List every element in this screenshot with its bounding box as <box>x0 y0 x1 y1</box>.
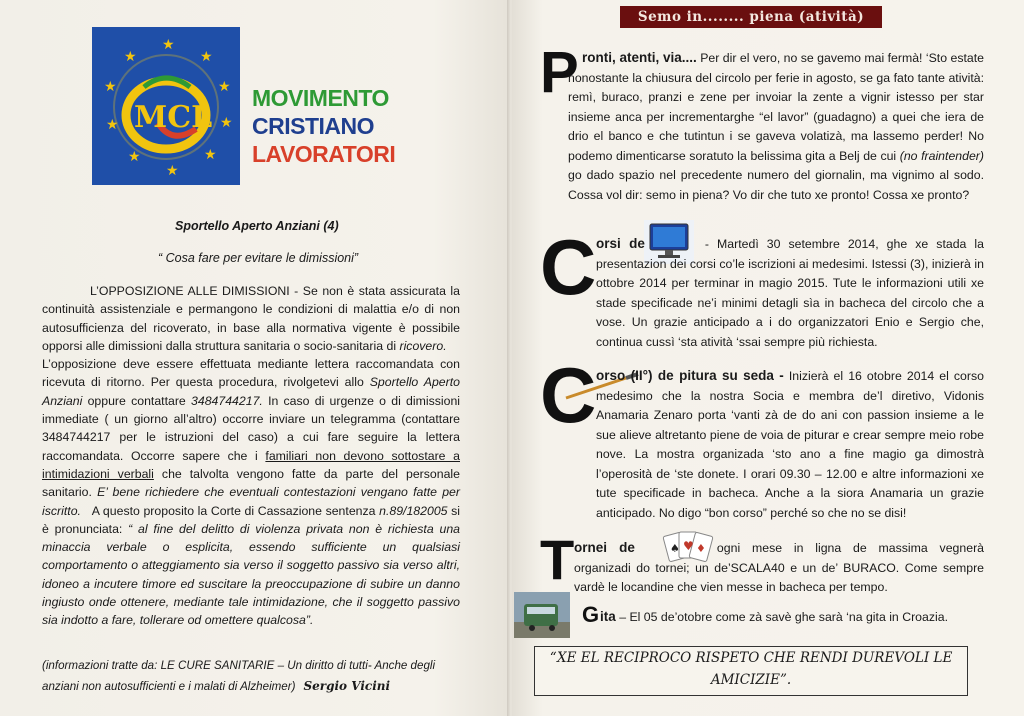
svg-text:MCL: MCL <box>134 100 213 135</box>
logo-wordmark <box>252 84 395 168</box>
p2-italic4: n.89/182005 <box>379 503 448 518</box>
p2a: L’opposizione deve essere effettuata mediante lettera raccomandata con ricevuta di ritorno. Per questa procedura, rivolgetevi allo <box>42 357 460 390</box>
section-gita <box>600 607 980 628</box>
dropcap-c2: C <box>540 351 597 439</box>
left-page <box>0 0 510 716</box>
s2-text: - Martedì 30 setembre 2014, ghe xe stada la presentazion dei corsi co’le iscrizioni ai medesimi. Istessi (3), inizierà in ottobre 2014 per terminar in magio 2015. Tute le informazioni utili xe stade specificade ne’i minimi detagli sìa in bacheca del circolo che a vose. Un grazie anticipado a i do organizzatori Enio e Sergio che, continua cussì ‘sta atività ‘ssai sempre più richiesta. <box>596 237 984 349</box>
section-corsi <box>596 234 984 352</box>
svg-text:♥: ♥ <box>683 539 694 553</box>
p2e: A questo proposito la Corte di Cassazione sentenza <box>91 503 376 518</box>
svg-text:★: ★ <box>162 37 175 53</box>
logo-line-3: LAVORATORI <box>252 141 396 167</box>
s1-italic: (no fraintender) <box>899 148 984 163</box>
signature: Sergio Vicini <box>303 679 391 693</box>
dropcap-c1: C <box>540 223 597 311</box>
source-text: (informazioni tratte da: LE CURE SANITARIE – Un diritto di tutti- Anche degli anziani non autosufficienti e i malati di Alzheimer) <box>42 659 436 693</box>
paragraph-2 <box>42 355 460 629</box>
closing-quote: “XE EL RECIPROCO RISPETO CHE RENDI DUREVOLI LE AMICIZIE”. <box>534 646 968 696</box>
svg-text:★: ★ <box>106 117 119 133</box>
section-pronti <box>568 48 984 205</box>
section-tornei <box>574 538 984 598</box>
p2-underline: familiari non devono sottostare a intimidazioni verbali <box>42 448 460 481</box>
s5-text: – El 05 de’otobre come zà savè ghe sarà ‘na gita in Croazia. <box>619 610 948 624</box>
s3-lead: orso (II°) de pitura su seda - <box>596 368 784 383</box>
svg-text:★: ★ <box>220 115 233 131</box>
p1-text: L’OPPOSIZIONE ALLE DIMISSIONI - Se non è stata assicurata la continuità assistenziale e permangono le condizioni di malattia e/o di non autosufficienza del ricoverato, in base alla normativa vigente è possibile opporsi alle dimissioni dalla struttura sanitaria o socio-sanitaria di <box>42 284 460 353</box>
svg-text:♠: ♠ <box>670 542 680 555</box>
dropcap-g: G <box>582 602 600 627</box>
article-body <box>42 282 460 630</box>
logo-line-1: MOVIMENTO <box>252 85 389 111</box>
logo-line-2: CRISTIANO <box>252 113 374 139</box>
p2b: oppure contattare <box>87 393 186 408</box>
dropcap-p: P <box>540 40 579 105</box>
right-page <box>512 0 1024 716</box>
svg-text:★: ★ <box>124 49 137 65</box>
s5-lead: ita <box>600 609 616 624</box>
svg-text:★: ★ <box>128 149 141 165</box>
mcl-logo <box>92 27 240 185</box>
s1-text1: Per dir el vero, no se gavemo mai fermà! ‘Sto estate nonostante la chiusura del circolo per ferie in agosto, se ga fato tante atività: remì, buraco, pranzi e zene per invoiar la zente a vignir istesso per star insieme anca per incrementarghe “el lavor” (guadagno) a quei che iera de drio el banco e che tutintun i se gaveva volatizà, ma lassemo perder! No podemo dimenticarse soratuto la belissima gita a Belj de cui <box>568 51 984 163</box>
p2-italic3: E’ bene richiedere che eventuali contestazioni vengano fatte per iscritto. <box>42 485 460 518</box>
svg-text:★: ★ <box>200 49 213 65</box>
s1-text2: go dado spazio nel precedente numero del giornalin, ma vignimo al sodo. Cossa vol dir: semo in piena? Vo dir che tuto xe pronto! Cossa xe pronto? <box>568 168 984 202</box>
p2-quote: “ al fine del delitto di violenza privata non è richiesta una minaccia verbale o esplicita, essendo sufficiente un qualsiasi comportamento o atteggiamento sia verso il soggetto passivo sia verso altri, idoneo a incutere timore ed suscitare la preoccupazione di subire un danno ingiusto onde ottenere, mediante tale intimidazione, che il soggetto passivo sia indotto a fare, tollerare od omettere qualcosa”. <box>42 521 460 628</box>
mcl-emblem-icon <box>92 27 240 185</box>
section-title: Sportello Aperto Anziani (4) <box>175 219 339 233</box>
p1-italic: ricovero. <box>399 338 447 353</box>
s4-lead: ornei de <box>574 540 635 555</box>
page-header: Semo in........ piena (atività) <box>620 6 882 28</box>
svg-text:★: ★ <box>204 147 217 163</box>
p2-italic1: Sportello Aperto Anziani <box>42 375 460 408</box>
p2-italic2: 3484744217. <box>191 393 263 408</box>
source-note <box>42 656 472 697</box>
svg-text:♦: ♦ <box>696 542 706 555</box>
paragraph-1 <box>42 282 460 355</box>
svg-text:★: ★ <box>218 79 231 95</box>
s2-lead: orsi de <box>596 236 645 251</box>
s1-lead: ronti, atenti, via.... <box>582 50 697 65</box>
p2c: In caso di urgenze o di dimissioni immediate ( un giorno all’altro) occorre inviare un telegramma (contattare 3484744217 per le istruzioni del caso) a cui fare seguire la lettera raccomandata. Occorre sapere che i <box>42 393 461 463</box>
s4-text: ogni mese in ligna de massima vegnerà organizadi do tornei; un de’SCALA40 e un de’ BURACO. Come sempre vardè le locandine che vien messe in bacheca per tempo. <box>574 541 984 594</box>
section-corso-pitura <box>596 366 984 523</box>
section-subtitle: “ Cosa fare per evitare le dimissioni” <box>158 251 359 265</box>
p2d: che talvolta vengono fatte da parte del personale sanitario. <box>42 466 460 500</box>
svg-text:★: ★ <box>166 163 179 179</box>
svg-text:★: ★ <box>104 79 117 95</box>
p2f: si è pronunciata: <box>42 503 461 536</box>
bus-photo-icon <box>514 592 570 638</box>
s3-text: Inizierà el 16 otobre 2014 el corso medesimo che la nostra Socia e membra de’l diretivo, Vidonis Anamaria Zenaro porta ‘vanti zà de do ani con passion insieme a le sue alieve altretanto piene de voia de piturar e crear sempre meio robe nove. La mostra organizada ‘sto ano a fine magio ga dimostrà l’operosità de ‘ste donete. I orari 09.30 – 12.00 e altre informazioni xe tute specificade in bacheca. Anche a la siora Anamaria un grazie anticipado. No digo “bon corso” perché so che no se disi! <box>596 369 984 520</box>
dropcap-t: T <box>540 528 575 591</box>
